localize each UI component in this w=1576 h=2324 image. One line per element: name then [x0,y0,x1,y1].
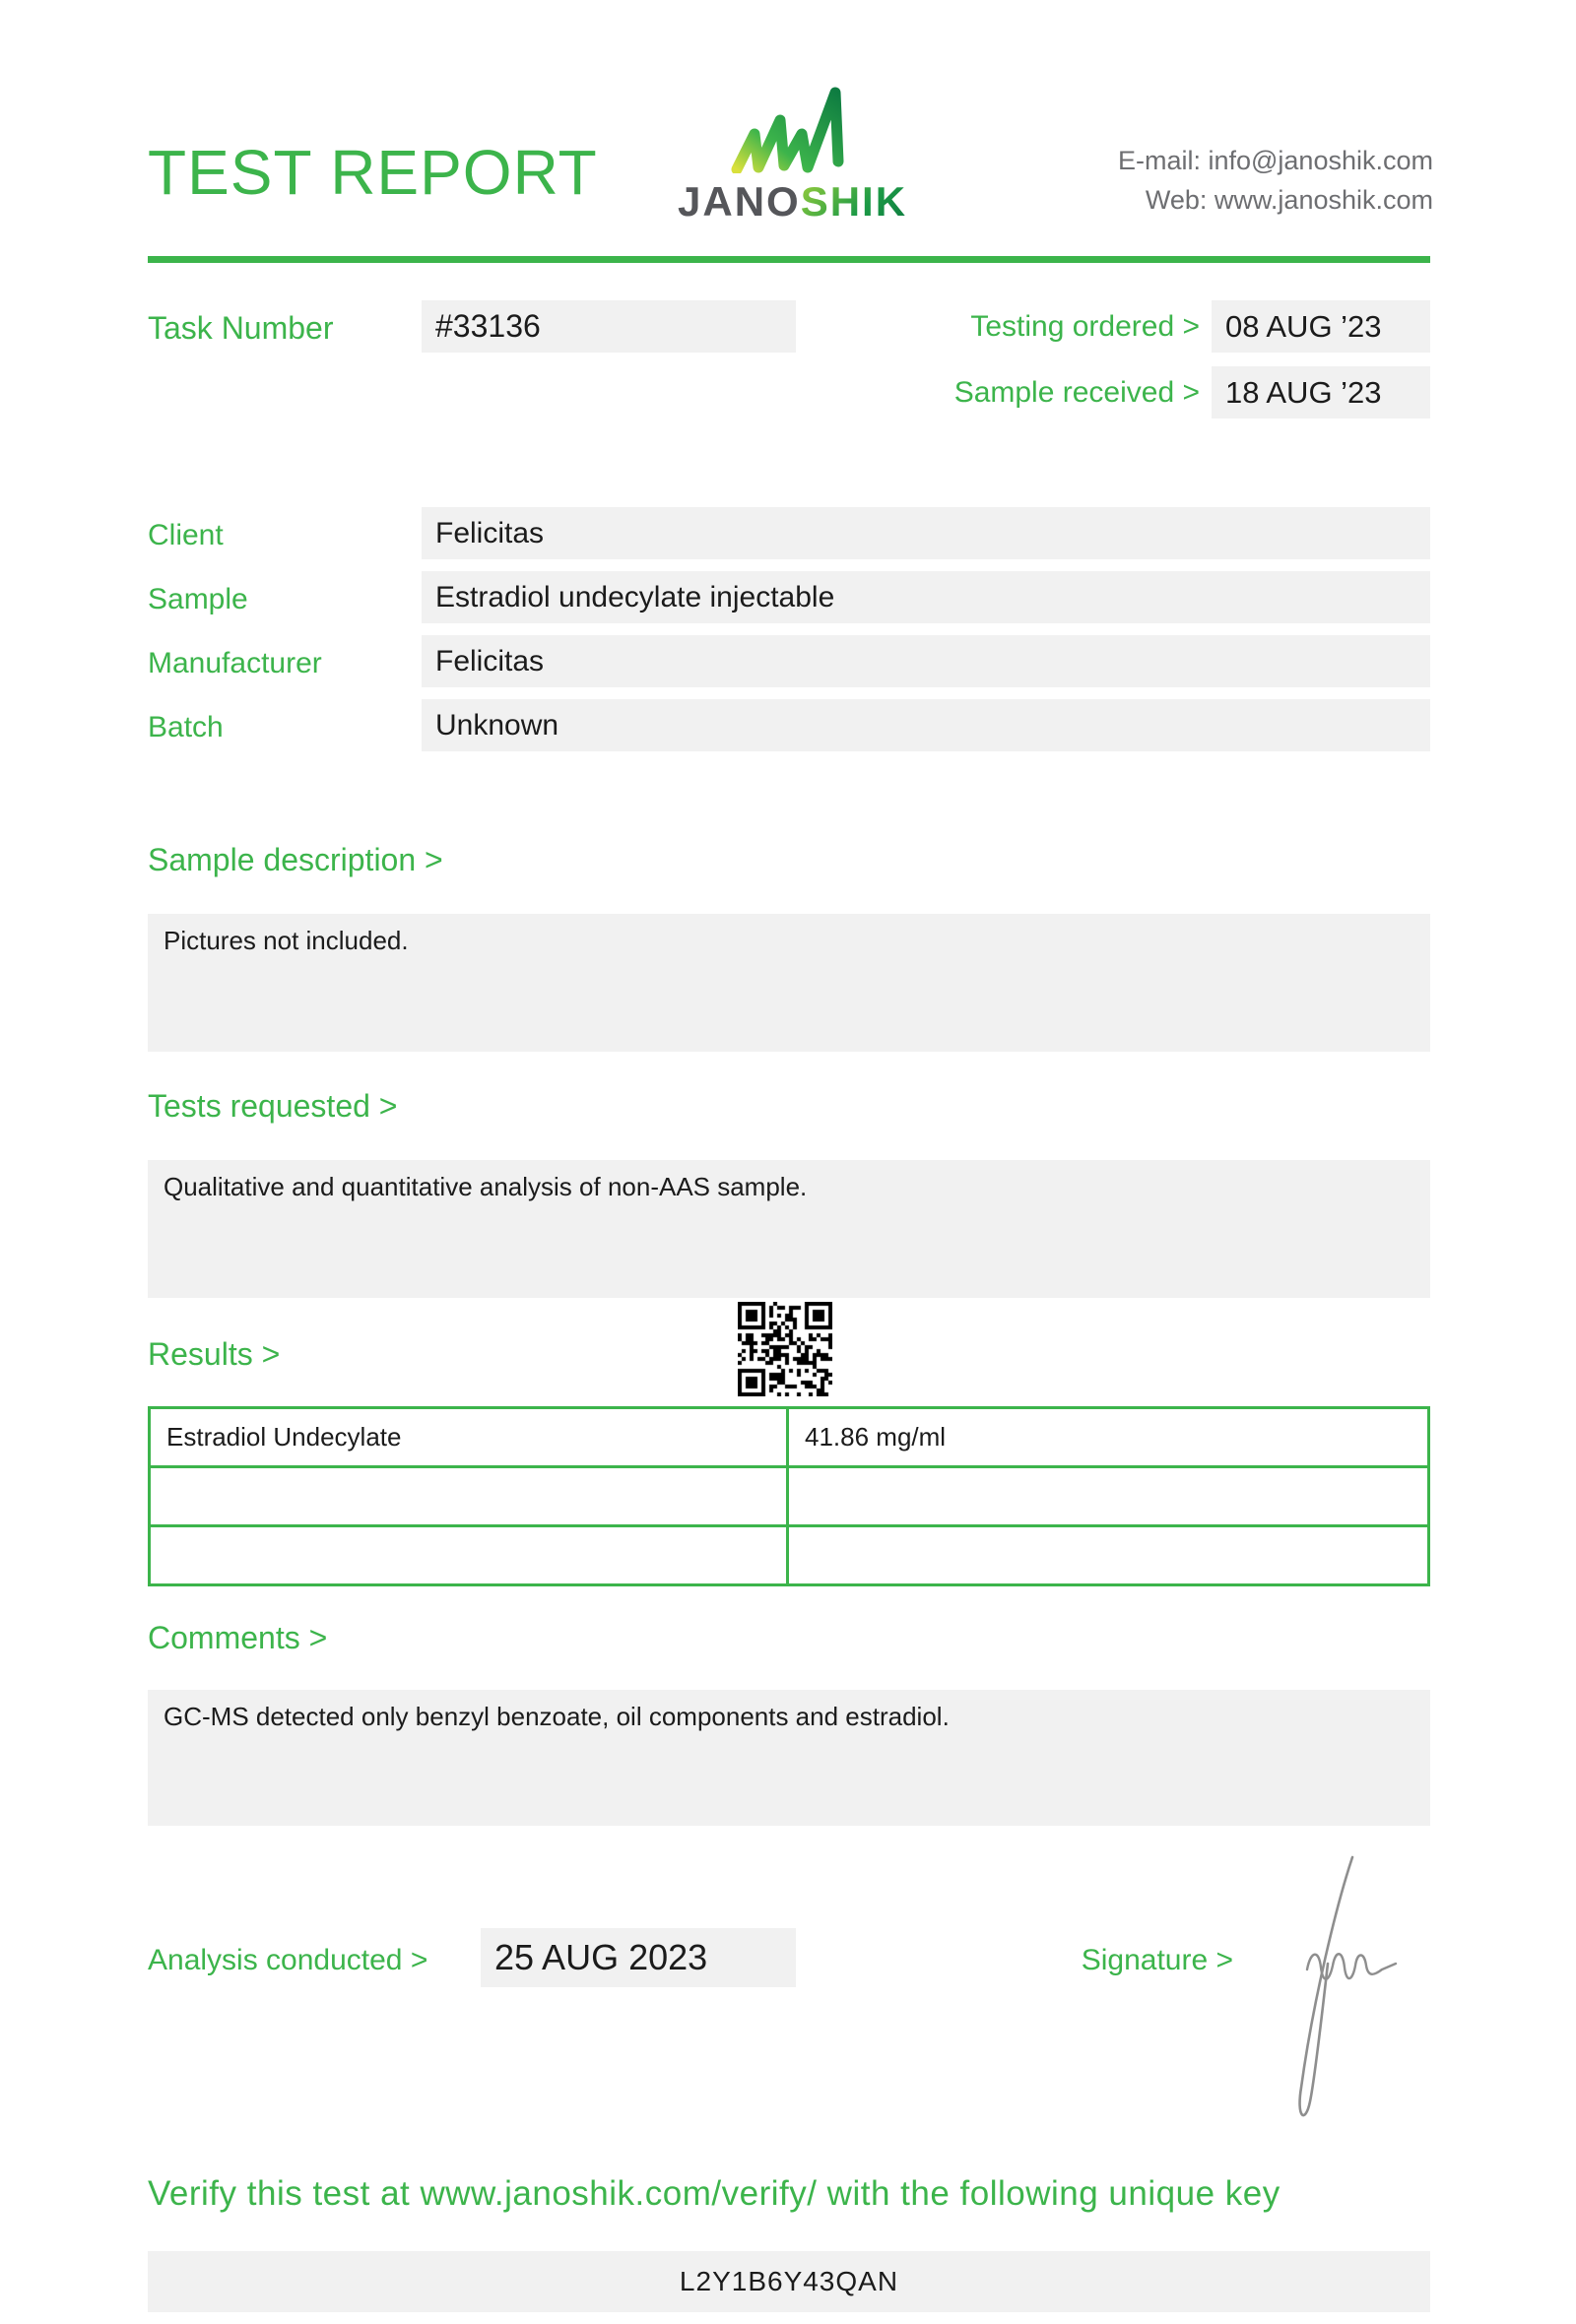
results-row [150,1467,1429,1526]
sample-description-box [148,914,1430,1052]
contact-email: E-mail: info@janoshik.com [1117,146,1433,175]
results-row [150,1526,1429,1585]
qr-code [738,1302,832,1396]
result-analyte [150,1467,788,1526]
result-value [788,1526,1429,1585]
task-number-value: #33136 [422,300,796,353]
sample-value: Estradiol undecylate injectable [422,571,1430,623]
signature-label: Signature > [1081,1944,1233,1976]
sample-label: Sample [148,583,248,615]
sample-description-heading: Sample description > [148,842,443,877]
sample-description-text: Pictures not included. [164,926,409,955]
tests-requested-text: Qualitative and quantitative analysis of non-AAS sample. [164,1172,808,1201]
testing-ordered-date: 08 AUG ’23 [1212,300,1430,353]
manufacturer-label: Manufacturer [148,647,322,679]
contact-web: Web: www.janoshik.com [1145,185,1433,215]
batch-label: Batch [148,711,224,743]
logo-wordmark [678,178,908,226]
page-title: TEST REPORT [148,137,598,208]
chart-peaks-icon [729,83,849,173]
verify-instruction: Verify this test at www.janoshik.com/verify/ with the following unique key [148,2174,1280,2213]
client-label: Client [148,519,224,551]
result-analyte: Estradiol Undecylate [150,1408,788,1467]
comments-box [148,1690,1430,1826]
sample-received-label: Sample received > [953,376,1200,409]
sample-received-date: 18 AUG ’23 [1212,366,1430,419]
result-analyte [150,1526,788,1585]
signature-scribble [1266,1853,1399,2139]
logo-shik: SHIK [800,178,908,225]
comments-heading: Comments > [148,1620,328,1655]
tests-requested-heading: Tests requested > [148,1088,398,1124]
results-row [150,1408,1429,1467]
result-value [788,1467,1429,1526]
analysis-conducted-label: Analysis conducted > [148,1944,428,1976]
results-heading: Results > [148,1336,281,1372]
analysis-date: 25 AUG 2023 [481,1928,796,1987]
task-number-label: Task Number [148,310,334,346]
unique-key: L2Y1B6Y43QAN [679,2266,899,2296]
batch-value: Unknown [422,699,1430,751]
tests-requested-box [148,1160,1430,1298]
unique-key-box [148,2251,1430,2312]
testing-ordered-label: Testing ordered > [970,310,1200,343]
janoshik-logo [678,83,908,226]
comments-text: GC-MS detected only benzyl benzoate, oil components and estradiol. [164,1702,950,1731]
header-divider [148,256,1430,263]
result-value: 41.86 mg/ml [788,1408,1429,1467]
manufacturer-value: Felicitas [422,635,1430,687]
logo-jano: JANO [678,178,801,225]
results-table [148,1406,1430,1586]
client-value: Felicitas [422,507,1430,559]
